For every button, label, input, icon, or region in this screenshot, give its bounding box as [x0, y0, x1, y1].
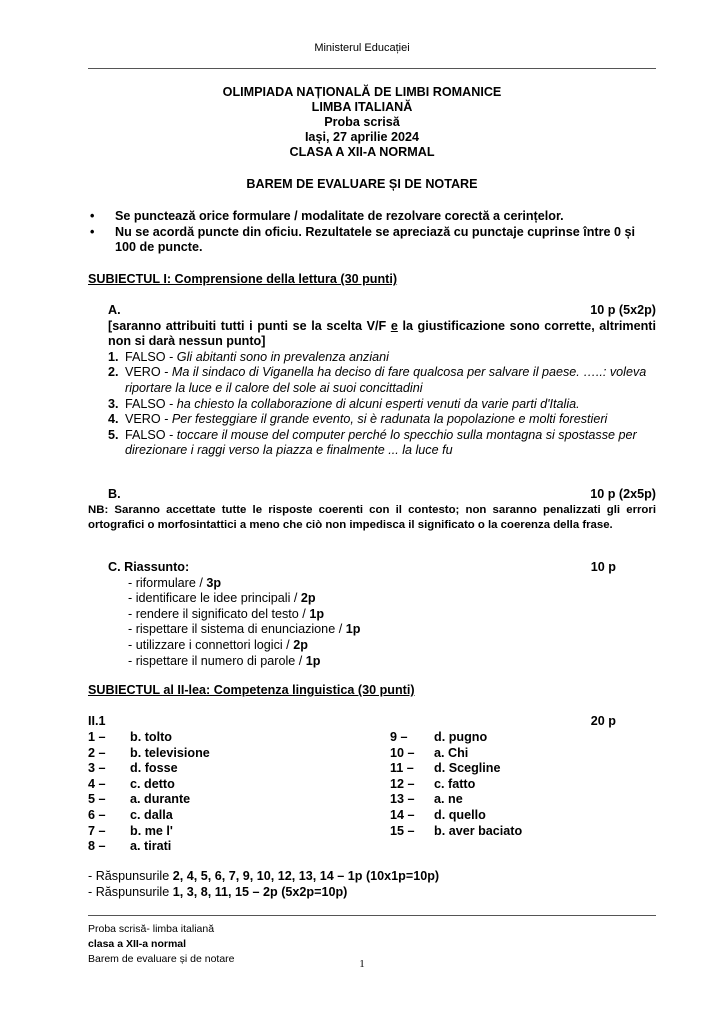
page-number: 1: [359, 958, 365, 970]
key-number: 9 –: [390, 730, 408, 744]
criterion-points: 1p: [309, 606, 325, 621]
footer-line: clasa a XII-a normal: [88, 938, 187, 950]
key-row: [88, 839, 656, 855]
key-answer: c. fatto: [434, 776, 476, 791]
key-number: 2 –: [88, 745, 106, 760]
barem-title: BAREM DE EVALUARE ȘI DE NOTARE: [246, 177, 478, 191]
item-number: 4.: [108, 412, 119, 427]
scoring-line: [88, 885, 439, 901]
section-ii1-points: 20 p: [590, 714, 616, 728]
section-c: [108, 560, 616, 669]
answer-item: [108, 397, 656, 413]
note-part: [saranno attribuiti tutti i punti se la scelta V/F: [108, 318, 391, 333]
criterion: [128, 576, 616, 592]
key-number: 14 –: [390, 807, 415, 822]
justification: toccare il mouse del computer perché lo specchio sulla montagna si spostasse per direzionare i raggi verso la piazza e finalmente ... la luce fu: [125, 427, 637, 458]
answer-item: [108, 350, 656, 366]
key-answer: b. me l': [130, 823, 173, 838]
key-number: 3 –: [88, 761, 106, 776]
subject2-heading-text: SUBIECTUL al II-lea: Competenza linguistica (30 punti): [88, 683, 415, 697]
key-row: [88, 746, 656, 762]
criterion-points: 2p: [300, 591, 316, 606]
criterion-text: - rispettare il numero di parole /: [128, 653, 306, 668]
answer-item: [108, 428, 656, 459]
section-b-note: NB: Saranno accettate tutte le risposte coerenti con il contesto; non saranno penalizzati gli errori ortografici o morfosintattici a meno che ciò non impedisca il significato o la coerenza della frase.: [88, 503, 656, 531]
rules-list: [88, 209, 656, 256]
key-number: 10 –: [390, 745, 415, 760]
criterion-points: 2p: [293, 637, 308, 652]
section-b-label: B.: [108, 487, 121, 501]
section-b-header: [88, 487, 656, 503]
key-row: [88, 824, 656, 840]
title-line: Proba scrisă: [324, 115, 400, 129]
key-number: 12 –: [390, 776, 415, 791]
key-answer: c. dalla: [130, 807, 173, 822]
justification: Ma il sindaco di Viganella ha deciso di fare qualcosa per salvare il paese. …..: voleva riportare la luce e il calore del sole ai suoi concittadini: [125, 365, 647, 395]
footer-line: Barem de evaluare și de notare: [88, 953, 235, 965]
key-row: [88, 730, 656, 746]
key-answer: a. durante: [130, 792, 191, 807]
section-b-points: 10 p (2x5p): [590, 487, 656, 501]
key-answer: a. Chi: [434, 745, 469, 760]
criterion: [128, 622, 616, 638]
key-number: 8 –: [88, 839, 106, 854]
ministry-header: Ministerul Educației: [314, 42, 410, 54]
item-number: 1.: [108, 349, 119, 364]
item-number: 2.: [108, 365, 119, 380]
criterion: [128, 654, 616, 670]
key-row: [88, 761, 656, 777]
verdict: FALSO -: [125, 349, 177, 364]
note-part: e: [390, 318, 398, 333]
key-number: 11 –: [390, 761, 414, 776]
key-number: 7 –: [88, 823, 106, 838]
key-answer: d. Scegline: [434, 761, 501, 776]
scoring-detail: 1, 3, 8, 11, 15 – 2p (5x2p=10p): [172, 884, 348, 899]
criterion-points: 1p: [345, 622, 361, 637]
justification: ha chiesto la collaborazione di alcuni esperti venuti da varie parti d'Italia.: [176, 396, 580, 411]
criterion-points: 1p: [305, 653, 321, 668]
criterion-text: - identificare le idee principali /: [128, 591, 301, 606]
justification: Gli abitanti sono in prevalenza anziani: [176, 349, 389, 364]
title-line: LIMBA ITALIANĂ: [311, 100, 413, 114]
key-answer: b. televisione: [130, 745, 210, 760]
title-line: OLIMPIADA NAȚIONALĂ DE LIMBI ROMANICE: [222, 85, 502, 99]
key-row: [88, 808, 656, 824]
key-answer: a. ne: [434, 792, 463, 807]
footer-line: Proba scrisă- limba italiană: [88, 923, 215, 935]
key-row: [88, 777, 656, 793]
section-ii1-header: [88, 714, 616, 730]
scoring-line: [88, 869, 439, 885]
justification: Per festeggiare il grande evento, si è radunata la popolazione e molti forestieri: [171, 412, 608, 427]
title-line: CLASA A XII-A NORMAL: [289, 145, 435, 159]
scoring-notes: [88, 869, 439, 900]
section-b: [88, 487, 656, 533]
criteria-list: [108, 576, 616, 670]
verdict: FALSO -: [125, 396, 177, 411]
criterion-text: - rispettare il sistema di enunciazione /: [128, 622, 346, 637]
answer-item: [108, 412, 656, 428]
answer-item: [108, 365, 656, 396]
rule-item: • Se punctează orice formulare / modalitate de rezolvare corectă a cerințelor.: [88, 209, 656, 225]
note-part: la giustificazione sono corrette, altrimenti non si darà nessun punto]: [108, 318, 656, 349]
criterion-text: - utilizzare i connettori logici /: [128, 637, 294, 652]
section-ii1-label: II.1: [88, 714, 106, 728]
key-answer: c. detto: [130, 776, 175, 791]
verdict: VERO -: [125, 412, 172, 427]
scoring-prefix: - Răspunsurile: [88, 869, 173, 883]
key-number: 5 –: [88, 792, 106, 807]
answer-list: [108, 350, 656, 459]
section-a-label: A.: [108, 303, 121, 317]
key-answer: b. tolto: [130, 730, 172, 744]
item-number: 5.: [108, 427, 119, 442]
section-a-points: 10 p (5x2p): [590, 303, 656, 317]
criterion-points: 3p: [206, 575, 222, 590]
key-answer: a. tirati: [130, 839, 172, 854]
title-line: Iași, 27 aprilie 2024: [304, 130, 420, 144]
header-divider: [88, 68, 656, 69]
verdict: FALSO -: [125, 427, 177, 442]
key-answer: b. aver baciato: [434, 823, 523, 838]
subject1-heading-text: SUBIECTUL I: Comprensione della lettura (30 punti): [88, 272, 398, 286]
key-answer: d. quello: [434, 807, 486, 822]
section-a-note: [108, 319, 656, 350]
criterion: [128, 638, 616, 654]
key-number: 1 –: [88, 730, 106, 744]
title-block: [0, 85, 724, 160]
scoring-detail: 2, 4, 5, 6, 7, 9, 10, 12, 13, 14 – 1p (10x1p=10p): [172, 869, 440, 883]
criterion: [128, 591, 616, 607]
key-answer: d. fosse: [130, 761, 178, 776]
key-number: 13 –: [390, 792, 415, 807]
key-number: 4 –: [88, 776, 106, 791]
key-answer: d. pugno: [434, 730, 488, 744]
subject1-heading: [88, 272, 397, 288]
scoring-prefix: - Răspunsurile: [88, 884, 173, 899]
criterion-text: - riformulare /: [128, 575, 207, 590]
criterion: [128, 607, 616, 623]
key-row: [88, 792, 656, 808]
verdict: VERO -: [125, 365, 172, 380]
subject2-heading: [88, 683, 415, 699]
item-number: 3.: [108, 396, 119, 411]
section-c-label: C. Riassunto:: [108, 560, 190, 574]
section-a: [108, 303, 656, 459]
criterion-text: - rendere il significato del testo /: [128, 606, 310, 621]
key-number: 15 –: [390, 823, 415, 838]
section-a-header: [108, 303, 656, 319]
answer-key-grid: [88, 730, 656, 855]
section-c-header: [108, 560, 616, 576]
section-c-points: 10 p: [590, 560, 616, 574]
key-number: 6 –: [88, 807, 106, 822]
rule-item: • Nu se acordă puncte din oficiu. Rezultatele se apreciază cu punctaje cuprinse între 0 și 100 de puncte.: [88, 225, 656, 256]
footer-divider: [88, 915, 656, 916]
